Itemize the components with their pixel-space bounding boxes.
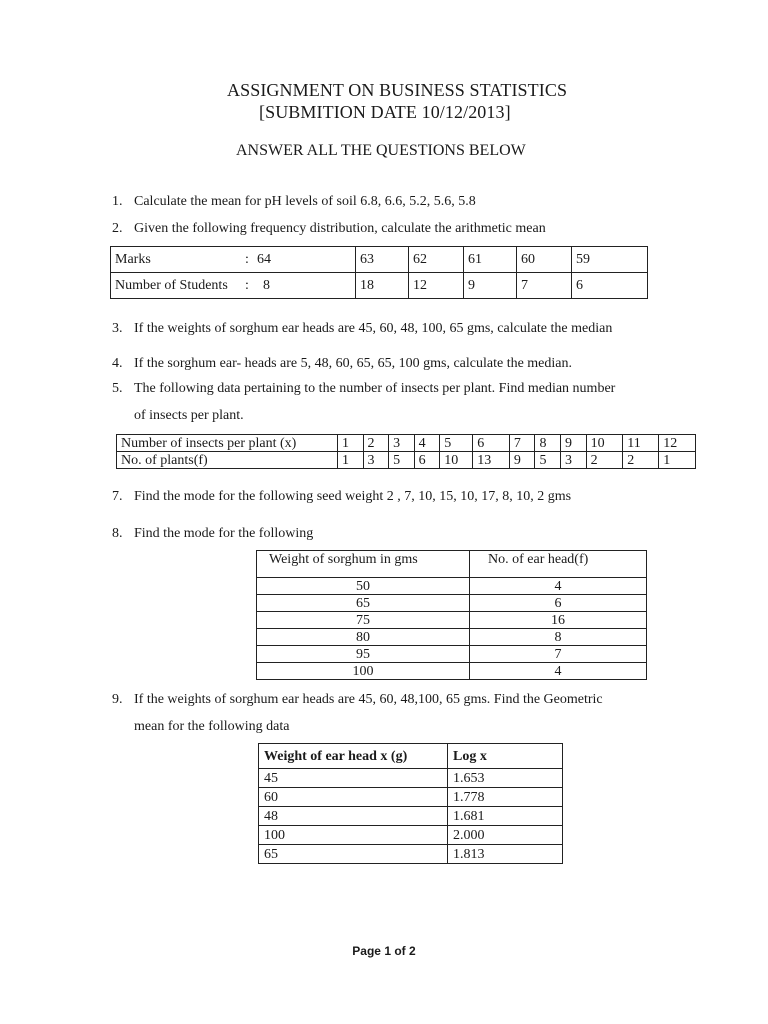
table-row [259, 788, 563, 807]
instruction: ANSWER ALL THE QUESTIONS BELOW [236, 142, 526, 159]
table-cell: 12 [409, 273, 464, 299]
table-cell-value: 64 [257, 251, 271, 267]
page-of: of [391, 944, 409, 958]
table-row [259, 826, 563, 845]
table-cell: 9 [509, 452, 535, 469]
column-header: Log x [448, 744, 563, 769]
question-number: 7. [112, 489, 123, 504]
table-cell: 6 [414, 452, 440, 469]
table-cell: 100 [257, 663, 470, 680]
table-row [257, 578, 647, 595]
question-number: 2. [112, 221, 123, 236]
table-cell: 18 [356, 273, 409, 299]
question-text: Find the mode for the following seed weight 2 , 7, 10, 15, 10, 17, 8, 10, 2 gms [134, 489, 572, 504]
table-cell: 16 [470, 612, 647, 629]
column-header: Weight of ear head x (g) [259, 744, 448, 769]
table-row [117, 435, 696, 452]
table-row [257, 663, 647, 680]
question-number: 3. [112, 321, 123, 336]
table-row [257, 595, 647, 612]
table-cell: 62 [409, 247, 464, 273]
question-number: 5. [112, 381, 123, 396]
table-cell: 48 [259, 807, 448, 826]
table-cell: 1 [659, 452, 696, 469]
question-number: 8. [112, 526, 123, 541]
question-text: Find the mode for the following [134, 526, 314, 541]
page-total: 2 [409, 944, 416, 958]
table-cell: 2 [586, 452, 623, 469]
table-cell: 9 [561, 435, 587, 452]
question-number: 1. [112, 194, 123, 209]
table-cell: 9 [464, 273, 517, 299]
row-separator: : [245, 251, 249, 267]
table-cell: 13 [473, 452, 510, 469]
table-cell: 100 [259, 826, 448, 845]
table-cell: 1.681 [448, 807, 563, 826]
question-text: The following data pertaining to the number of insects per plant. Find median number [134, 381, 616, 396]
table-cell [111, 247, 356, 273]
table-cell: 2 [363, 435, 389, 452]
table-cell: 65 [259, 845, 448, 864]
table-header-row [259, 744, 563, 769]
table-cell: 6 [473, 435, 510, 452]
table-cell: 7 [509, 435, 535, 452]
table-cell: 1 [338, 435, 364, 452]
row-label: No. of plants(f) [117, 452, 338, 469]
table-cell: 8 [535, 435, 561, 452]
question-text: If the weights of sorghum ear heads are 45, 60, 48, 100, 65 gms, calculate the median [134, 321, 613, 336]
table-row [259, 769, 563, 788]
table-cell: 5 [389, 452, 415, 469]
table-cell: 7 [470, 646, 647, 663]
table-cell: 2 [623, 452, 659, 469]
table-cell: 3 [363, 452, 389, 469]
row-label: Number of Students [115, 277, 228, 293]
submission-date: [SUBMITION DATE 10/12/2013] [259, 102, 511, 122]
table-cell: 45 [259, 769, 448, 788]
table-cell: 1.813 [448, 845, 563, 864]
question-text: Given the following frequency distribution, calculate the arithmetic mean [134, 221, 546, 236]
table-cell: 75 [257, 612, 470, 629]
table-row [111, 247, 648, 273]
table-cell: 95 [257, 646, 470, 663]
row-label: Number of insects per plant (x) [117, 435, 338, 452]
table-cell: 10 [586, 435, 623, 452]
table-cell: 3 [561, 452, 587, 469]
table-cell: 60 [517, 247, 572, 273]
column-header: No. of ear head(f) [470, 551, 647, 578]
table-cell: 50 [257, 578, 470, 595]
table-cell: 10 [440, 452, 473, 469]
table-cell: 6 [470, 595, 647, 612]
mode-table [256, 550, 647, 680]
table-row [259, 845, 563, 864]
table-cell: 1.653 [448, 769, 563, 788]
table-cell: 59 [572, 247, 648, 273]
table-row [111, 273, 648, 299]
table-cell: 60 [259, 788, 448, 807]
table-cell: 11 [623, 435, 659, 452]
table-cell: 5 [535, 452, 561, 469]
table-header-row [257, 551, 647, 578]
question-5-continued: of insects per plant. [134, 408, 244, 423]
table-cell: 3 [389, 435, 415, 452]
row-separator: : [245, 277, 249, 293]
question-text: If the weights of sorghum ear heads are 45, 60, 48,100, 65 gms. Find the Geometric [134, 692, 603, 707]
insects-table [116, 434, 696, 469]
question-number: 4. [112, 356, 123, 371]
page-footer [0, 944, 768, 958]
table-cell: 4 [470, 663, 647, 680]
table-cell: 6 [572, 273, 648, 299]
table-row [257, 629, 647, 646]
marks-table [110, 246, 648, 299]
table-row [257, 612, 647, 629]
column-header: Weight of sorghum in gms [257, 551, 470, 578]
page-prefix: Page [352, 944, 385, 958]
question-text: If the sorghum ear- heads are 5, 48, 60, 65, 65, 100 gms, calculate the median. [134, 356, 572, 371]
row-label: Marks [115, 251, 151, 267]
table-cell: 7 [517, 273, 572, 299]
table-cell: 8 [470, 629, 647, 646]
table-cell: 63 [356, 247, 409, 273]
table-cell: 4 [470, 578, 647, 595]
question-number: 9. [112, 692, 123, 707]
geometric-mean-table [258, 743, 563, 864]
table-row [257, 646, 647, 663]
table-row [259, 807, 563, 826]
table-cell: 1.778 [448, 788, 563, 807]
table-cell: 61 [464, 247, 517, 273]
table-cell: 80 [257, 629, 470, 646]
question-9-continued: mean for the following data [134, 719, 290, 734]
table-row [117, 452, 696, 469]
table-cell: 5 [440, 435, 473, 452]
document-title: ASSIGNMENT ON BUSINESS STATISTICS [227, 80, 568, 100]
page-number: 1 [384, 944, 391, 958]
question-text: Calculate the mean for pH levels of soil 6.8, 6.6, 5.2, 5.6, 5.8 [134, 194, 476, 209]
table-cell: 4 [414, 435, 440, 452]
table-cell: 2.000 [448, 826, 563, 845]
table-cell: 12 [659, 435, 696, 452]
table-cell: 65 [257, 595, 470, 612]
table-cell-value: 8 [263, 277, 270, 293]
table-cell: 1 [338, 452, 364, 469]
table-cell [111, 273, 356, 299]
